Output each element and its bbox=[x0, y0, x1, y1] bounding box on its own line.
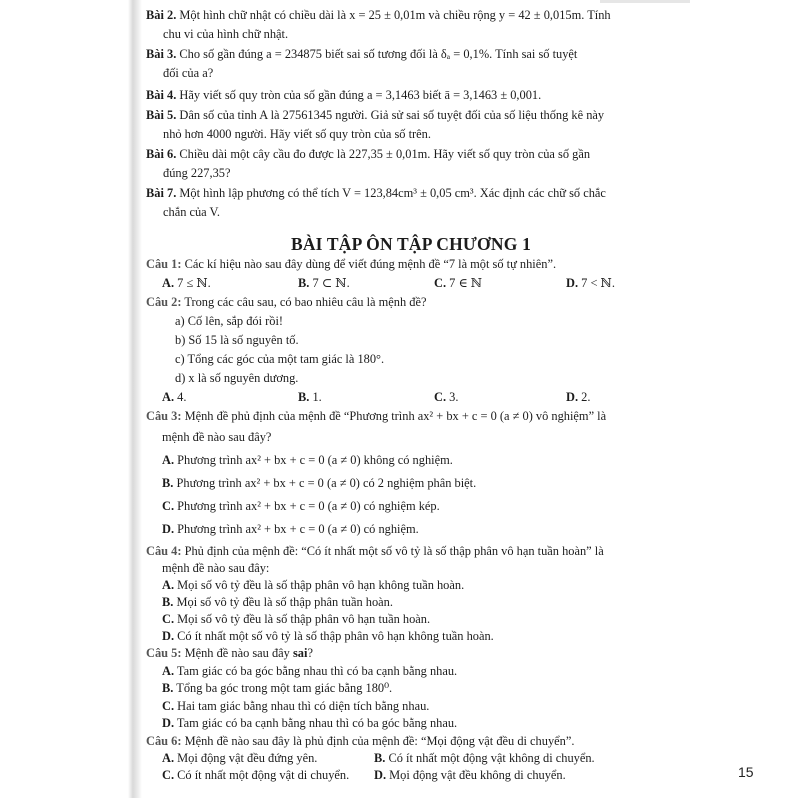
exercise-text: Một hình chữ nhật có chiều dài là x = 25 ± 0,01m và chiều rộng y = 42 ± 0,015m. Tính bbox=[179, 8, 611, 22]
exercise-text-cont: chu vi của hình chữ nhật. bbox=[163, 27, 289, 41]
statement-d: d) x là số nguyên dương. bbox=[175, 371, 299, 385]
question-label: Câu 6: bbox=[146, 733, 182, 748]
option-b: B. 7 ⊂ ℕ. bbox=[298, 276, 350, 290]
question-4 bbox=[146, 543, 676, 645]
exercise-4 bbox=[146, 86, 676, 105]
option-a: A. 7 ≤ ℕ. bbox=[162, 276, 211, 290]
option-c: C. Có ít nhất một động vật di chuyển. bbox=[162, 767, 350, 782]
question-label: Câu 1: bbox=[146, 257, 182, 271]
options bbox=[146, 750, 676, 784]
question-text: Phủ định của mệnh đề: “Có ít nhất một số vô tỷ là số thập phân vô hạn tuần hoàn” là bbox=[184, 544, 604, 558]
question-label: Câu 2: bbox=[146, 295, 182, 309]
question-text: Các kí hiệu nào sau đây dùng để viết đúng mệnh đề “7 là một số tự nhiên”. bbox=[184, 257, 557, 271]
page-binding-shadow bbox=[128, 0, 142, 798]
option-b: B. Có ít nhất một động vật không di chuyển. bbox=[374, 750, 595, 765]
exercise-label: Bài 6. bbox=[146, 147, 177, 161]
option-a: A. Tam giác có ba góc bằng nhau thì có ba cạnh bằng nhau. bbox=[162, 663, 458, 678]
question-6 bbox=[146, 733, 676, 784]
option-c: C. Mọi số vô tỷ đều là số thập phân vô hạn tuần hoàn. bbox=[162, 612, 431, 626]
option-d: D. Phương trình ax² + bx + c = 0 (a ≠ 0) có nghiệm. bbox=[162, 522, 419, 536]
exercise-label: Bài 2. bbox=[146, 8, 177, 22]
question-text: Mệnh đề nào sau đây là phủ định của mệnh đề: “Mọi động vật đều di chuyển”. bbox=[184, 733, 575, 748]
question-text: Mệnh đề nào sau đây bbox=[184, 646, 290, 660]
exercise-label: Bài 3. bbox=[146, 47, 177, 61]
exercise-label: Bài 5. bbox=[146, 108, 177, 122]
statement-c: c) Tổng các góc của một tam giác là 180°. bbox=[175, 352, 385, 366]
question-text-cont: mệnh đề nào sau đây? bbox=[162, 430, 272, 444]
option-d: D. 7 < ℕ. bbox=[566, 276, 615, 290]
question-text-cont: mệnh đề nào sau đây: bbox=[162, 561, 270, 575]
page-content bbox=[146, 6, 676, 784]
question-3 bbox=[146, 407, 676, 541]
options bbox=[146, 388, 676, 407]
exercise-text: Cho số gần đúng a = 234875 biết sai số tương đối là δₐ = 0,1%. Tính sai số tuyệt bbox=[179, 47, 578, 61]
option-d: D. Mọi động vật đều không di chuyển. bbox=[374, 767, 566, 782]
question-label: Câu 4: bbox=[146, 544, 182, 558]
exercise-text: Chiều dài một cây cầu đo được là 227,35 ± 0,01m. Hãy viết số quy tròn của số gần bbox=[179, 147, 591, 161]
option-a: A. Mọi động vật đều đứng yên. bbox=[162, 750, 318, 765]
option-c: C. 7 ∈ ℕ bbox=[434, 276, 483, 290]
option-b: B. 1. bbox=[298, 390, 322, 404]
options bbox=[146, 274, 676, 293]
exercise-5 bbox=[146, 106, 676, 144]
exercise-6 bbox=[146, 145, 676, 183]
option-c: C. 3. bbox=[434, 390, 459, 404]
option-d: D. Có ít nhất một số vô tỷ là số thập phân vô hạn không tuần hoàn. bbox=[162, 629, 494, 643]
question-1 bbox=[146, 255, 676, 293]
exercise-text-cont: chắn của V. bbox=[163, 205, 221, 219]
option-b: B. Tổng ba góc trong một tam giác bằng 180⁰. bbox=[162, 681, 393, 695]
exercise-label: Bài 7. bbox=[146, 186, 177, 200]
option-d: D. Tam giác có ba cạnh bằng nhau thì có ba góc bằng nhau. bbox=[162, 716, 458, 730]
question-text-end: ? bbox=[307, 646, 313, 660]
option-c: C. Phương trình ax² + bx + c = 0 (a ≠ 0) có nghiệm kép. bbox=[162, 499, 440, 513]
page-number: 15 bbox=[738, 764, 754, 780]
exercise-3 bbox=[146, 45, 676, 83]
question-text: Mệnh đề phủ định của mệnh đề “Phương trình ax² + bx + c = 0 (a ≠ 0) vô nghiệm” là bbox=[184, 409, 607, 423]
option-d: D. 2. bbox=[566, 390, 591, 404]
question-label: Câu 3: bbox=[146, 409, 182, 423]
option-a: A. Phương trình ax² + bx + c = 0 (a ≠ 0) không có nghiệm. bbox=[162, 453, 453, 467]
exercise-text: Dân số của tỉnh A là 27561345 người. Giả sử sai số tuyệt đối của số liệu thống kê này bbox=[179, 108, 605, 122]
option-b: B. Phương trình ax² + bx + c = 0 (a ≠ 0) có 2 nghiệm phân biệt. bbox=[162, 476, 477, 490]
exercise-label: Bài 4. bbox=[146, 88, 177, 102]
exercise-text-cont: nhỏ hơn 4000 người. Hãy viết số quy tròn của số trên. bbox=[163, 127, 431, 141]
option-a: A. 4. bbox=[162, 390, 187, 404]
statement-a: a) Cố lên, sắp đói rồi! bbox=[175, 314, 284, 328]
exercise-text-cont: đúng 227,35? bbox=[163, 166, 231, 180]
question-text: Trong các câu sau, có bao nhiêu câu là mệnh đề? bbox=[184, 295, 427, 309]
option-b: B. Mọi số vô tỷ đều là số thập phân tuần hoàn. bbox=[162, 595, 393, 609]
exercise-2 bbox=[146, 6, 676, 44]
scan-artifact bbox=[600, 0, 690, 3]
question-label: Câu 5: bbox=[146, 646, 182, 660]
question-2 bbox=[146, 293, 676, 407]
exercise-7 bbox=[146, 184, 676, 222]
question-text-emphasis: sai bbox=[292, 646, 308, 660]
section-title: BÀI TẬP ÔN TẬP CHƯƠNG 1 bbox=[290, 234, 532, 254]
option-a: A. Mọi số vô tỷ đều là số thập phân vô hạn không tuần hoàn. bbox=[162, 578, 465, 592]
statement-b: b) Số 15 là số nguyên tố. bbox=[175, 333, 299, 347]
question-5 bbox=[146, 645, 676, 733]
exercise-text-cont: đối của a? bbox=[163, 66, 214, 80]
exercise-text: Một hình lập phương có thể tích V = 123,84cm³ ± 0,05 cm³. Xác định các chữ số chắc bbox=[179, 186, 606, 200]
exercise-text: Hãy viết số quy tròn của số gần đúng a = 3,1463 biết ā = 3,1463 ± 0,001. bbox=[179, 88, 542, 102]
option-c: C. Hai tam giác bằng nhau thì có diện tích bằng nhau. bbox=[162, 698, 430, 713]
